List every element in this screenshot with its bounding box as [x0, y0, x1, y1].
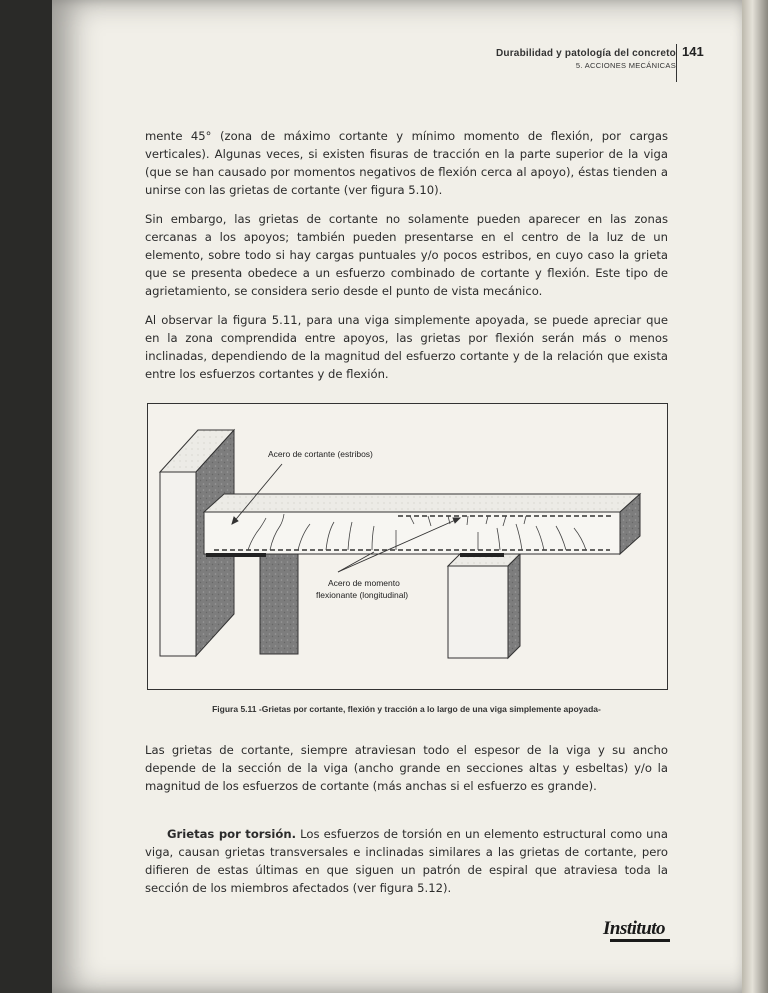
label-longitudinal-2: flexionante (longitudinal) — [316, 590, 409, 600]
paragraph-torsion — [145, 825, 668, 897]
paragraph-4: Las grietas de cortante, siempre atraviesan todo el espesor de la viga y su ancho depende de la sección de la viga (ancho grande en secciones altas y esbeltas) y/o la magnitud de los esfuerzos de cortante (más anchas si el esfuerzo es grande). — [145, 743, 668, 793]
running-header — [496, 48, 676, 70]
beam — [204, 494, 640, 557]
torsion-text: Los esfuerzos de torsión en un elemento estructural como una viga, causan grietas transversales e inclinadas similares a las grietas de cortante, pero difieren de estas últimas en que siguen un patrón de espiral que atraviesa toda la sección de los miembros afectados (ver figura 5.12). — [145, 827, 668, 895]
paragraph-2: Sin embargo, las grietas de cortante no solamente pueden aparecer en las zonas cercanas a los apoyos; también pueden presentarse en el centro de la luz de un elemento, sobre todo si hay cargas puntuales y/o pocos estribos, en cuyo caso la grieta que se presenta obedece a un esfuerzo combinado de cortante y flexión. Este tipo de agrietamiento, se considera serio desde el punto de vista mecánico. — [145, 212, 668, 298]
label-stirrups: Acero de cortante (estribos) — [268, 449, 373, 459]
figure-5-11 — [147, 403, 668, 690]
running-header-title: Durabilidad y patología del concreto — [495, 48, 676, 59]
running-header-subtitle: 5. ACCIONES MECÁNICAS — [575, 61, 676, 70]
right-support — [448, 554, 520, 658]
logo-underline — [610, 939, 670, 942]
middle-support — [260, 550, 298, 654]
beam-diagram — [148, 404, 667, 689]
label-longitudinal-1: Acero de momento — [328, 578, 400, 588]
paragraph-3: Al observar la figura 5.11, para una viga simplemente apoyada, se puede apreciar que en la zona comprendida entre apoyos, las grietas por flexión serán más o menos inclinadas, dependiendo de la magnitud del esfuerzo cortante y de la relación que exista entre los esfuerzos cortantes y de flexión. — [145, 313, 668, 381]
torsion-heading: Grietas por torsión. — [167, 827, 297, 841]
paragraph-1: mente 45° (zona de máximo cortante y mínimo momento de flexión, por cargas verticales). Algunas veces, si existen fisuras de tracción en la parte superior de la viga (que se han causado por momentos negativos de flexión cerca al apoyo), éstas tienden a unirse con las grietas de cortante (ver figura 5.10). — [145, 129, 668, 197]
figure-caption: Figura 5.11 -Grietas por cortante, flexión y tracción a lo largo de una viga simplemente apoyada- — [212, 704, 601, 714]
institute-logo: Instituto — [603, 918, 666, 939]
page-edges — [742, 0, 768, 993]
page-number: 141 — [676, 44, 704, 82]
